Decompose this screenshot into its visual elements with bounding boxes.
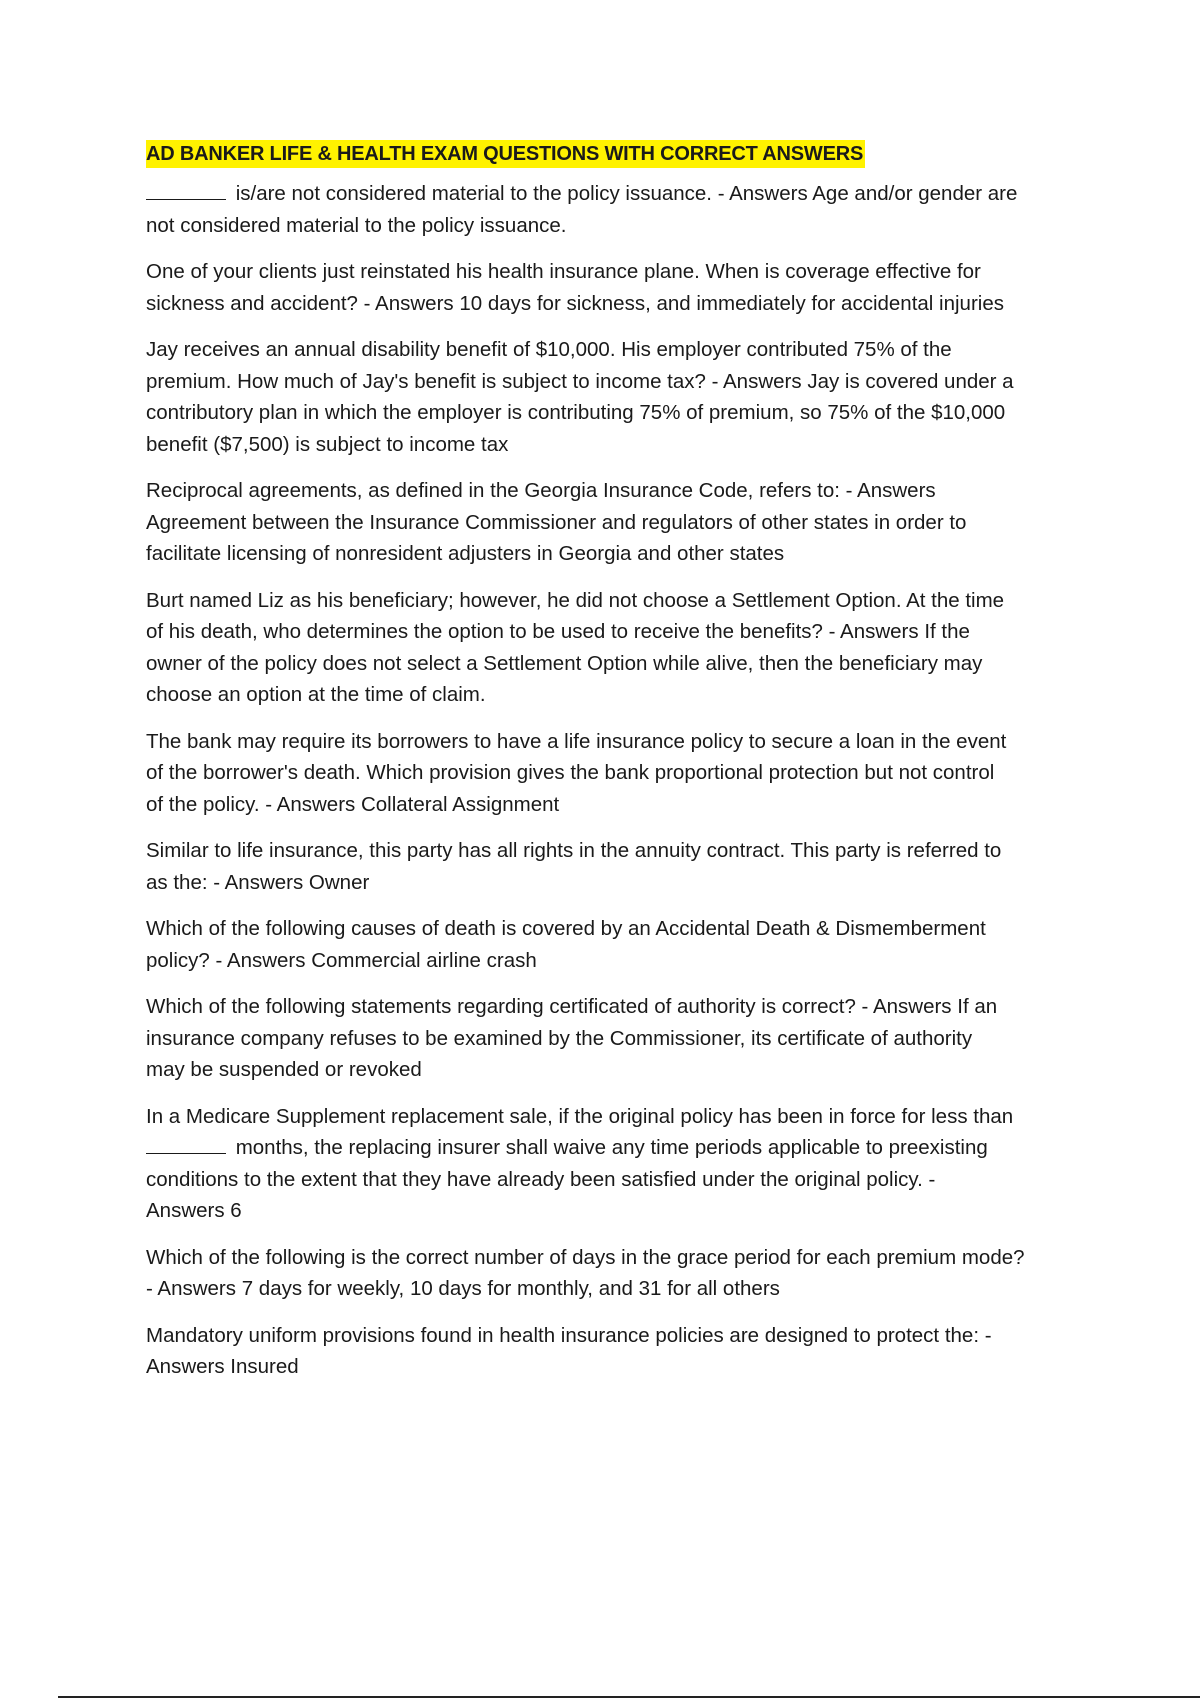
fill-in-blank [146,179,226,200]
qa-item-9: Which of the following statements regarding certificated of authority is correct? - Answers If an insurance company refuses to be examined by the Commissioner, its certificate of authority may be suspended or revoked [146,995,998,1081]
fill-in-blank [146,1133,226,1154]
footer-divider [58,1696,1200,1698]
qa-item-12: Mandatory uniform provisions found in health insurance policies are designed to protect the: - Answers Insured [146,1323,992,1378]
qa-item-1 [146,178,1106,241]
document-page [146,140,1106,1398]
qa-item-2: One of your clients just reinstated his health insurance plane. When is coverage effective for sickness and accident? - Answers 10 days for sickness, and immediately for accidental injuries [146,260,1004,315]
qa-text: months, the replacing insurer shall waive any time periods applicable to preexisting conditions to the extent that they have already been satisfied under the original policy. - Answers 6 [146,1136,988,1222]
qa-item-8: Which of the following causes of death is covered by an Accidental Death & Dismemberment policy? - Answers Commercial airline crash [146,917,986,972]
qa-item-6: The bank may require its borrowers to have a life insurance policy to secure a loan in the event of the borrower's death. Which provision gives the bank proportional protection but not control of the policy. - Answers Collateral Assignment [146,729,1007,816]
qa-item-3: Jay receives an annual disability benefit of $10,000. His employer contributed 75% of the premium. How much of Jay's benefit is subject to income tax? - Answers Jay is covered under a contributory plan in which the employer is contributing 75% of premium, so 75% of the $10,000 benefit ($7,500) is subject to income tax [146,338,1014,456]
qa-item-4: Reciprocal agreements, as defined in the Georgia Insurance Code, refers to: - Answers Agreement between the Insurance Commissioner and regulators of other states in order to facilitate licensing of nonresident adjusters in Georgia and other states [146,479,967,565]
qa-item-11: Which of the following is the correct number of days in the grace period for each premium mode? - Answers 7 days for weekly, 10 days for monthly, and 31 for all others [146,1245,1025,1300]
qa-item-7: Similar to life insurance, this party has all rights in the annuity contract. This party is referred to as the: - Answers Owner [146,839,1002,894]
qa-text: is/are not considered material to the policy issuance. - Answers Age and/or gender are not considered material to the policy issuance. [146,182,1018,237]
qa-text-lead: In a Medicare Supplement replacement sale, if the original policy has been in force for less than [146,1104,1014,1128]
qa-item-5: Burt named Liz as his beneficiary; however, he did not choose a Settlement Option. At the time of his death, who determines the option to be used to receive the benefits? - Answers If the owner of the policy does not select a Settlement Option while alive, then the beneficiary may choose an option at the time of claim. [146,588,1005,706]
document-title: AD BANKER LIFE & HEALTH EXAM QUESTIONS WITH CORRECT ANSWERS [146,140,865,168]
qa-item-10 [146,1101,1106,1227]
